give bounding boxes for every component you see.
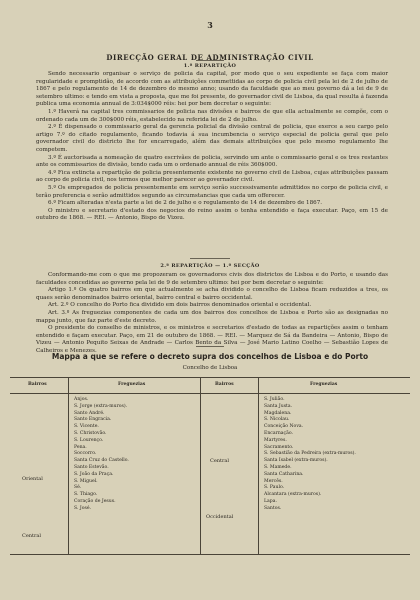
parish-list-right bbox=[264, 397, 356, 513]
decree-1-paragraph: 4.º Fica extincta a repartição de policia presentemente existente no governo civil de Lisboa, cujas attribuições passam ao corpo de policia civil, nos termos que melhor parecer ao governador civil. bbox=[36, 169, 388, 184]
map-title: Mappa a que se refere o decreto supra dos concelhos de Lisboa e do Porto bbox=[51, 352, 369, 361]
page-number: 3 bbox=[207, 20, 213, 30]
parish-item: S. Vicente. bbox=[74, 424, 99, 430]
heading-divider bbox=[196, 60, 224, 61]
parish-item: Mercês. bbox=[264, 478, 283, 484]
parish-list-left bbox=[74, 397, 129, 513]
table-divider bbox=[200, 378, 201, 554]
decree-2-paragraph: Art. 2.º O concelho do Porto fica dividido em dois bairros denominados oriental e occidental. bbox=[48, 302, 312, 309]
parish-item: Coração de Jesus. bbox=[74, 498, 116, 504]
parish-item: S. Miguel. bbox=[74, 478, 98, 484]
parish-item: Santos. bbox=[264, 505, 282, 511]
parish-item: Santo Estevão. bbox=[74, 464, 109, 470]
bairro-oriental: Oriental bbox=[22, 476, 43, 482]
parish-item: Anjos. bbox=[74, 397, 89, 402]
map-subtitle: Concelho de Lisboa bbox=[182, 365, 238, 371]
section-label-2: 2.ª REPARTIÇÃO — 1.ª SECÇÃO bbox=[160, 263, 260, 269]
parish-item: S. Nicolau. bbox=[264, 417, 290, 423]
section-label-1: 1.ª REPARTIÇÃO bbox=[183, 63, 237, 69]
map-divider bbox=[196, 346, 224, 347]
table-divider bbox=[68, 378, 69, 554]
decree-1 bbox=[36, 71, 388, 223]
parish-item: S. Christovão. bbox=[74, 430, 107, 436]
column-header-bairros-right: Bairros bbox=[215, 382, 234, 387]
parish-item: S. Mamede. bbox=[264, 464, 292, 470]
parish-item: Santo Engracia. bbox=[74, 417, 112, 423]
decree-1-paragraph: Sendo necessario organisar o serviço de policia da capital, por modo que o seu expediente se faça com maior regularidade e promptidão, de accordo com as attribuições commettidas ao corpo de policia civil pela lei de 2 de julho de 1867 e pelo regulamento de 14 de dezembro do mesmo anno; usando da faculdade que ao meu governo dá a lei de 9 de setembro ultimo: e tendo em vista a proposta, que me foi presente, do governador civil de Lisboa, da qual resulta á fazenda publica uma economia annual de 3:034$000 réis: hei por bem decretar o seguinte: bbox=[36, 71, 388, 108]
decree-1-paragraph: 6.º Ficam alteradas n'esta parte a lei de 2 de julho e o regulamento de 14 de dezembro de 1867. bbox=[48, 200, 323, 207]
parish-item: Santa Cruz do Castello. bbox=[74, 458, 129, 464]
decree-1-paragraph: 2.º É dispensado o commissario geral da gerencia policial da divisão central de policia, que exerce a seu cargo pelo artigo 7.º do citado regulamento, ficando todavia á sua incumbencia o serviço especial de policia geral que pelo governador civil do districto lhe for encarregado, além das demais attribuições que pelo mesmo regulamento lhe competem. bbox=[36, 124, 388, 153]
parish-item: Santa Isabel (extra-muros). bbox=[264, 458, 328, 464]
decree-1-paragraph: 5.º Os empregados de policia presentemente em serviço serão successivamente admittidos no corpo de policia civil, e terão preferencia e serão admittidos segundo as circumstancias que cada um offerecer. bbox=[36, 184, 388, 199]
parish-item: Santo André. bbox=[74, 410, 105, 416]
decree-1-paragraph: O ministro e secretario d'estado dos negocios do reino assim o tenha entendido e faça executar. Paço, em 15 de outubro de 1868. — REI. — Antonio, Bispo de Vizeu. bbox=[36, 207, 388, 222]
column-header-freguezias-left: Freguezias bbox=[118, 382, 146, 387]
decree-2-paragraph: O presidente do conselho de ministros, e os ministros e secretarios d'estado de todas as repartições assim o tenham entendido e façam executar. Paço, em 21 de outubro de 1868. — REI. — Marquez de Sá da Bandeira — Antonio, Bispo de Vizeu — Antonio Pequito Seixas de Andrade — Carlos Bento da Silva — José Mario Latino Coelho — Sebastião Lopes de Calheiros e Menezes. bbox=[36, 325, 388, 354]
bairro-central-right: Central bbox=[210, 458, 229, 464]
parish-item: Conceição Nova. bbox=[264, 424, 304, 430]
section-divider bbox=[190, 258, 230, 259]
parish-item: S. José. bbox=[74, 505, 92, 511]
parish-item: Soccorro. bbox=[74, 451, 97, 457]
parish-item: S. Julião. bbox=[264, 397, 285, 402]
parish-item: Magdalena. bbox=[264, 410, 292, 416]
parish-item: Sacramento. bbox=[264, 444, 294, 450]
decree-1-paragraph: 3.º É auctorisada a nomeação de quatro escrivães de policia, servindo um ante o commissario geral e os tres restantes ante os commissarios de divisão, tendo cada um o ordenado annual de réis 360$000. bbox=[36, 154, 388, 169]
parish-item: Pena. bbox=[74, 444, 87, 450]
parish-item: Santa Justa. bbox=[264, 403, 293, 409]
parish-item: S. Thiago. bbox=[74, 492, 98, 498]
parish-item: Encarnação. bbox=[264, 430, 293, 436]
parish-table bbox=[10, 377, 410, 555]
column-header-freguezias-right: Freguezias bbox=[310, 382, 338, 387]
decree-2-paragraph: Artigo 1.º Os quatro bairros em que actualmente se acha dividido o concelho de Lisboa ficam reduzidos a tres, os quaes serão denominados bairro oriental, bairro central e bairro occidental. bbox=[36, 287, 388, 301]
table-divider bbox=[258, 378, 259, 554]
parish-item: Alcantara (extra-muros). bbox=[264, 492, 322, 498]
parish-item: S. Lourenço. bbox=[74, 437, 104, 443]
decree-2-paragraph: Conformando-me com o que me propozeram os governadores civis dos districtos de Lisboa e do Porto, e usando das faculdades concedidas ao governo pela lei de 9 de setembro ultimo: hei por bem decretar o seguinte: bbox=[36, 272, 388, 286]
parish-item: Sé. bbox=[74, 485, 82, 491]
bairro-central-left: Central bbox=[22, 533, 41, 539]
table-header-rule bbox=[10, 393, 410, 394]
parish-item: S. Jorge (extra-muros). bbox=[74, 403, 128, 409]
parish-item: Lapa. bbox=[264, 498, 277, 504]
parish-item: S. Paulo. bbox=[264, 485, 285, 491]
document-heading: DIRECÇÃO GERAL DE ADMINISTRAÇÃO CIVIL bbox=[106, 53, 314, 62]
decree-1-paragraph: 1.º Haverá na capital tres commissarios de policia nas divisões e bairros de que ella actualmente se compõe, com o ordenado cada um de 300$000 réis, estabelecido na referida lei de 2 de julho. bbox=[36, 108, 388, 123]
decree-2 bbox=[36, 272, 388, 356]
parish-item: Martyres. bbox=[264, 437, 287, 443]
bairro-occidental: Occidental bbox=[206, 514, 234, 520]
parish-item: Santa Catharina. bbox=[264, 471, 304, 477]
parish-item: S. João da Praça. bbox=[74, 471, 114, 477]
column-header-bairros-left: Bairros bbox=[28, 382, 47, 387]
decree-2-paragraph: Art. 3.º As freguezias componentes de cada um dos bairros dos concelhos de Lisboa e Porto são as designadas no mappa junto, que faz parte d'este decreto. bbox=[36, 309, 388, 324]
parish-item: S. Sebastião da Pedreira (extra-muros). bbox=[264, 451, 356, 457]
